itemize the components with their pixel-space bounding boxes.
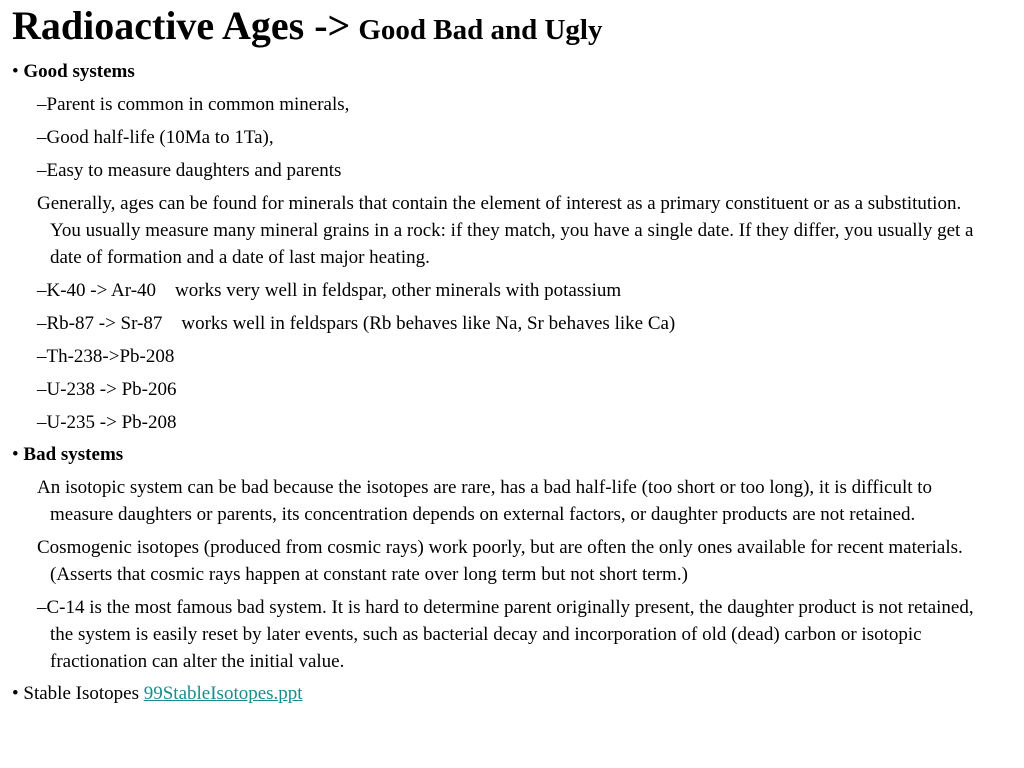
good-systems-label: Good systems [23, 61, 135, 82]
bad-systems-label: Bad systems [23, 444, 124, 465]
system-u238-pb: –U-238 -> Pb-206 [37, 379, 177, 400]
bullet: • [12, 61, 19, 82]
title-main: Radioactive Ages -> [12, 3, 351, 48]
slide-title [12, 2, 602, 54]
bad-paragraph-2: Cosmogenic isotopes (produced from cosmic rays) work poorly, but are often the only ones available for recent materials. (Asserts that cosmic rays happen at constant rate over long term but not short term.) [37, 537, 963, 585]
good-item-measure: –Easy to measure daughters and parents [37, 160, 342, 181]
bad-paragraph-1: An isotopic system can be bad because the isotopes are rare, has a bad half-life (too short or too long), it is difficult to measure daughters or parents, its concentration depends on external factors, or daughter products are not retained. [37, 477, 933, 525]
system-rb-sr: –Rb-87 -> Sr-87 works well in feldspars (Rb behaves like Na, Sr behaves like Ca) [37, 313, 676, 334]
good-paragraph: Generally, ages can be found for minerals that contain the element of interest as a primary constituent or as a substitution. You usually measure many mineral grains in a rock: if they match, you have a single date. If they differ, you usually get a date of formation and a date of last major heating. [37, 193, 974, 268]
title-sub: Good Bad and Ugly [358, 14, 603, 46]
stable-isotopes-line [0, 680, 1024, 707]
good-systems-heading [0, 58, 1024, 85]
good-item-half-life: –Good half-life (10Ma to 1Ta), [37, 127, 274, 148]
bullet: • [12, 444, 19, 465]
system-k-ar: –K-40 -> Ar-40 works very well in feldspar, other minerals with potassium [37, 280, 622, 301]
system-u235-pb: –U-235 -> Pb-208 [37, 412, 177, 433]
slide-body [0, 58, 1024, 707]
bad-c14-paragraph: –C-14 is the most famous bad system. It is hard to determine parent originally present, the daughter product is not retained, the system is easily reset by later events, such as bacterial decay and incorporation of old (dead) carbon or isotopic fractionation can alter the initial value. [37, 597, 974, 672]
bad-systems-heading [0, 441, 1024, 468]
stable-isotopes-label: Stable Isotopes [23, 683, 139, 704]
bullet: • [12, 683, 19, 704]
stable-isotopes-link[interactable]: 99StableIsotopes.ppt [143, 683, 303, 704]
system-th-pb: –Th-238->Pb-208 [37, 346, 175, 367]
good-item-parent: –Parent is common in common minerals, [37, 94, 350, 115]
